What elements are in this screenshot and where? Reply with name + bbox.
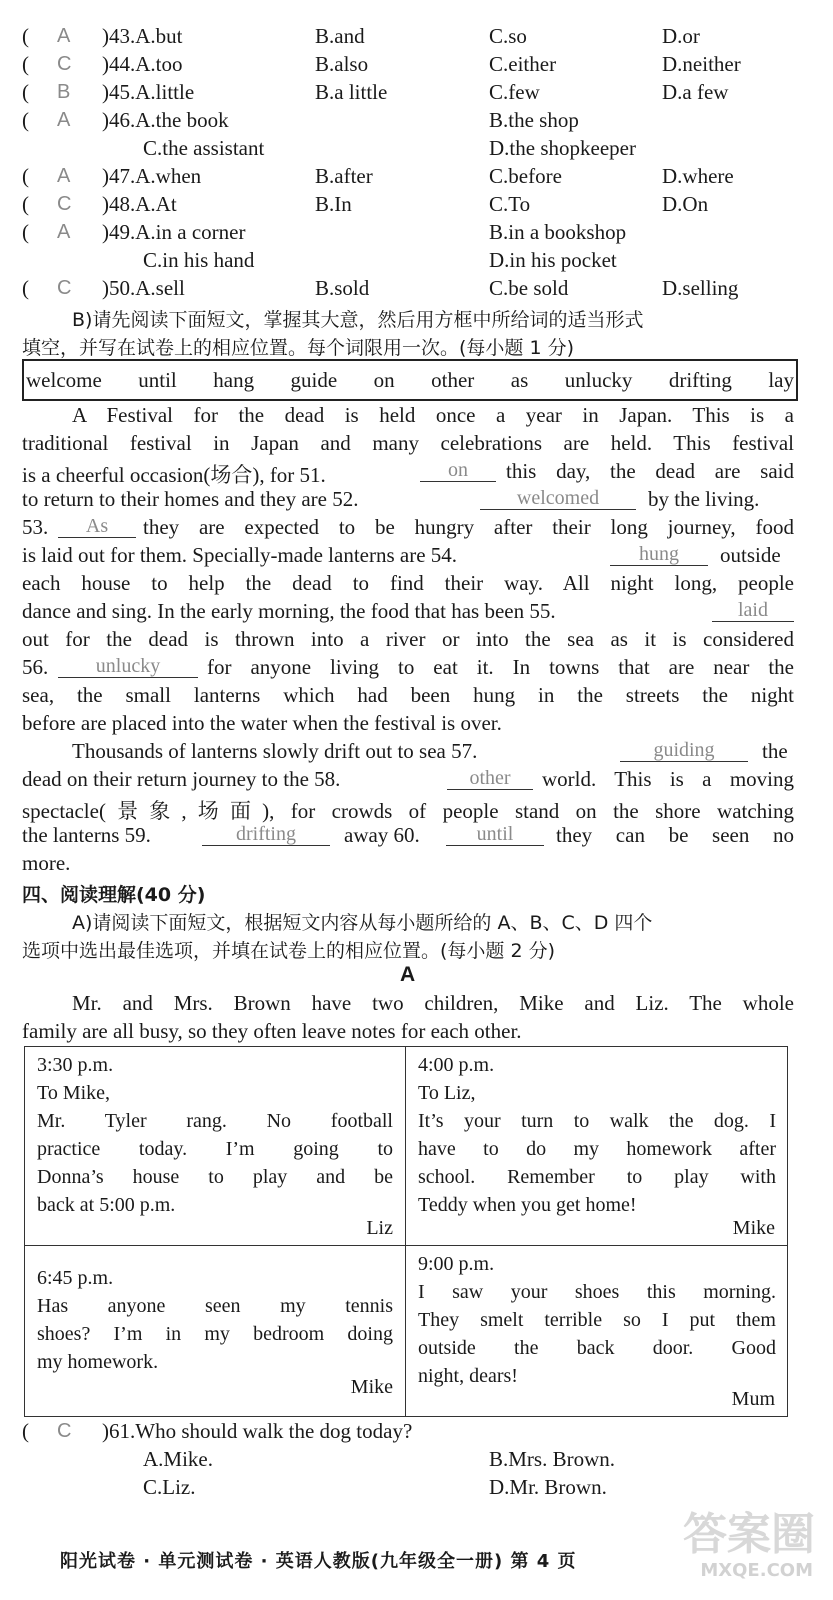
word-box-item: unlucky bbox=[564, 367, 633, 392]
option-61-b: B.Mrs. Brown. bbox=[489, 1447, 616, 1471]
answer-46: A bbox=[57, 109, 71, 131]
paren-open: ( bbox=[22, 164, 29, 188]
option-44-d: D.neither bbox=[662, 52, 741, 76]
passage-line: is a cheerful occasion(场合), for 51. bbox=[22, 463, 326, 487]
passage-line: more. bbox=[22, 851, 71, 875]
note-line: Mr. Tyler rang. No football bbox=[37, 1110, 393, 1132]
question-61: )61.Who should walk the dog today? bbox=[102, 1419, 413, 1443]
option-61-c: C.Liz. bbox=[143, 1475, 196, 1499]
note-time: 4:00 p.m. bbox=[418, 1054, 495, 1076]
passage-line: they can be seen no bbox=[556, 823, 794, 847]
word-box-item: guide bbox=[290, 367, 338, 392]
word-box-item: lay bbox=[768, 367, 794, 392]
fill-51: on bbox=[448, 459, 468, 481]
note-signature: Mum bbox=[731, 1388, 775, 1410]
section-4-instruction-1: A)请阅读下面短文，根据短文内容从每小题所给的 A、B、C、D 四个 bbox=[72, 912, 653, 934]
note-line: To Mike, bbox=[37, 1082, 111, 1104]
answer-49: A bbox=[57, 221, 71, 243]
note-cell bbox=[405, 1245, 788, 1417]
note-line: outside the back door. Good bbox=[418, 1337, 776, 1359]
option-50-b: B.sold bbox=[315, 276, 370, 300]
answer-45: B bbox=[57, 81, 71, 103]
option-44-c: C.either bbox=[489, 52, 557, 76]
option-47-d: D.where bbox=[662, 164, 734, 188]
note-cell bbox=[24, 1245, 406, 1417]
passage-label: A bbox=[400, 963, 416, 986]
paren-open: ( bbox=[22, 220, 29, 244]
fill-55: laid bbox=[738, 599, 768, 621]
passage-line: world. This is a moving bbox=[542, 767, 794, 791]
passage-line: to return to their homes and they are 52. bbox=[22, 487, 359, 511]
fill-56: unlucky bbox=[95, 655, 161, 677]
note-line: my homework. bbox=[37, 1351, 159, 1373]
note-line: Has anyone seen my tennis bbox=[37, 1295, 393, 1317]
passage-line: 56. bbox=[22, 655, 49, 679]
answer-43: A bbox=[57, 25, 71, 47]
option-43-b: B.and bbox=[315, 24, 365, 48]
passage-line: sea, the small lanterns which had been hung in the streets the night bbox=[22, 683, 794, 707]
passage-line: out for the dead is thrown into a river or into the sea as it is considered bbox=[22, 627, 794, 651]
option-47-c: C.before bbox=[489, 164, 562, 188]
passage-line: dead on their return journey to the 58. bbox=[22, 767, 341, 791]
fill-52: welcomed bbox=[516, 487, 600, 509]
section-b-instruction-1: B)请先阅读下面短文，掌握其大意，然后用方框中所给词的适当形式 bbox=[72, 309, 644, 331]
passage-line: each house to help the dead to find their way. All night long, people bbox=[22, 571, 794, 595]
section-4-heading: 四、阅读理解(40 分) bbox=[22, 884, 206, 906]
option-49-c: C.in his hand bbox=[143, 248, 255, 272]
option-48-c: C.To bbox=[489, 192, 531, 216]
word-box-item: other bbox=[431, 367, 475, 392]
answer-47: A bbox=[57, 165, 71, 187]
answer-48: C bbox=[57, 193, 72, 215]
note-signature: Mike bbox=[732, 1217, 775, 1239]
option-44-b: B.also bbox=[315, 52, 369, 76]
question-47: )47.A.when bbox=[102, 164, 202, 188]
note-line: Teddy when you get home! bbox=[418, 1194, 637, 1216]
option-48-d: D.On bbox=[662, 192, 709, 216]
note-line: They smelt terrible so I put them bbox=[418, 1309, 776, 1331]
passage-line: the bbox=[762, 739, 788, 763]
answer-44: C bbox=[57, 53, 72, 75]
passage-line: traditional festival in Japan and many celebrations are held. This festival bbox=[22, 431, 794, 455]
note-line: practice today. I’m going to bbox=[37, 1138, 393, 1160]
option-46-b: B.the shop bbox=[489, 108, 579, 132]
passage-line: A Festival for the dead is held once a year in Japan. This is a bbox=[72, 403, 794, 427]
paren-open: ( bbox=[22, 276, 29, 300]
note-line: To Liz, bbox=[418, 1082, 476, 1104]
passage-line: outside bbox=[720, 543, 781, 567]
watermark-logo: 答案圈 bbox=[683, 1509, 815, 1560]
section-4-instruction-2: 选项中选出最佳选项，并填在试卷上的相应位置。(每小题 2 分) bbox=[22, 940, 555, 962]
word-box-item: until bbox=[138, 367, 177, 392]
question-46: )46.A.the book bbox=[102, 108, 229, 132]
paren-open: ( bbox=[22, 80, 29, 104]
passage-line: away 60. bbox=[344, 823, 420, 847]
option-49-d: D.in his pocket bbox=[489, 248, 617, 272]
paren-open: ( bbox=[22, 24, 29, 48]
option-61-d: D.Mr. Brown. bbox=[489, 1475, 607, 1499]
passage-line: dance and sing. In the early morning, the food that has been 55. bbox=[22, 599, 556, 623]
passage-line: by the living. bbox=[648, 487, 760, 511]
note-cell bbox=[24, 1046, 406, 1246]
answer-61: C bbox=[57, 1420, 72, 1442]
passage-line: this day, the dead are said bbox=[506, 459, 794, 483]
fill-54: hung bbox=[639, 543, 679, 565]
note-time: 6:45 p.m. bbox=[37, 1267, 114, 1289]
question-45: )45.A.little bbox=[102, 80, 195, 104]
fill-53: As bbox=[85, 515, 109, 537]
passage-line: for anyone living to eat it. In towns that are near the bbox=[207, 655, 794, 679]
option-45-b: B.a little bbox=[315, 80, 388, 104]
word-box-item: on bbox=[373, 367, 395, 392]
fill-58: other bbox=[469, 767, 511, 789]
question-43: )43.A.but bbox=[102, 24, 183, 48]
question-44: )44.A.too bbox=[102, 52, 183, 76]
option-61-a: A.Mike. bbox=[143, 1447, 213, 1471]
intro-line: Mr. and Mrs. Brown have two children, Mike and Liz. The whole bbox=[72, 991, 794, 1015]
option-48-b: B.In bbox=[315, 192, 352, 216]
passage-line: they are expected to be hungry after their long journey, food bbox=[143, 515, 794, 539]
word-box-item: drifting bbox=[668, 367, 732, 392]
paren-open: ( bbox=[22, 52, 29, 76]
paren-open: ( bbox=[22, 1419, 29, 1443]
paren-open: ( bbox=[22, 192, 29, 216]
passage-line: is laid out for them. Specially-made lanterns are 54. bbox=[22, 543, 458, 567]
option-45-d: D.a few bbox=[662, 80, 729, 104]
option-43-d: D.or bbox=[662, 24, 700, 48]
option-47-b: B.after bbox=[315, 164, 373, 188]
option-50-c: C.be sold bbox=[489, 276, 569, 300]
note-line: Donna’s house to play and be bbox=[37, 1166, 393, 1188]
note-line: I saw your shoes this morning. bbox=[418, 1281, 776, 1303]
question-49: )49.A.in a corner bbox=[102, 220, 246, 244]
paren-open: ( bbox=[22, 108, 29, 132]
note-line: It’s your turn to walk the dog. I bbox=[418, 1110, 776, 1132]
option-43-c: C.so bbox=[489, 24, 527, 48]
answer-50: C bbox=[57, 277, 72, 299]
page-footer: 阳光试卷 · 单元测试卷 · 英语人教版(九年级全一册) 第 4 页 bbox=[60, 1551, 577, 1572]
fill-60: until bbox=[476, 823, 514, 845]
note-time: 9:00 p.m. bbox=[418, 1253, 495, 1275]
note-line: back at 5:00 p.m. bbox=[37, 1194, 176, 1216]
note-line: have to do my homework after bbox=[418, 1138, 776, 1160]
note-line: school. Remember to play with bbox=[418, 1166, 776, 1188]
note-line: night, dears! bbox=[418, 1365, 518, 1387]
question-48: )48.A.At bbox=[102, 192, 177, 216]
option-46-d: D.the shopkeeper bbox=[489, 136, 636, 160]
option-50-d: D.selling bbox=[662, 276, 739, 300]
passage-line: spectacle(景象,场面), for crowds of people stand on the shore watching bbox=[22, 799, 794, 823]
word-box-item: as bbox=[510, 367, 529, 392]
passage-line: 53. bbox=[22, 515, 49, 539]
fill-57: guiding bbox=[653, 739, 715, 761]
option-46-c: C.the assistant bbox=[143, 136, 265, 160]
word-box bbox=[22, 359, 798, 401]
fill-59: drifting bbox=[236, 823, 296, 845]
note-signature: Mike bbox=[350, 1376, 393, 1398]
note-line: shoes? I’m in my bedroom doing bbox=[37, 1323, 393, 1345]
passage-line: Thousands of lanterns slowly drift out to sea 57. bbox=[72, 739, 478, 763]
note-signature: Liz bbox=[366, 1217, 393, 1239]
passage-line: the lanterns 59. bbox=[22, 823, 151, 847]
watermark-url: MXQE.COM bbox=[700, 1560, 813, 1581]
note-time: 3:30 p.m. bbox=[37, 1054, 114, 1076]
note-cell bbox=[405, 1046, 788, 1246]
option-45-c: C.few bbox=[489, 80, 540, 104]
word-box-item: welcome bbox=[26, 367, 102, 392]
section-b-instruction-2: 填空，并写在试卷上的相应位置。每个词限用一次。(每小题 1 分) bbox=[22, 337, 574, 359]
passage-line: before are placed into the water when the festival is over. bbox=[22, 711, 502, 735]
intro-line: family are all busy, so they often leave notes for each other. bbox=[22, 1019, 522, 1043]
question-50: )50.A.sell bbox=[102, 276, 185, 300]
option-49-b: B.in a bookshop bbox=[489, 220, 627, 244]
word-box-item: hang bbox=[213, 367, 255, 392]
